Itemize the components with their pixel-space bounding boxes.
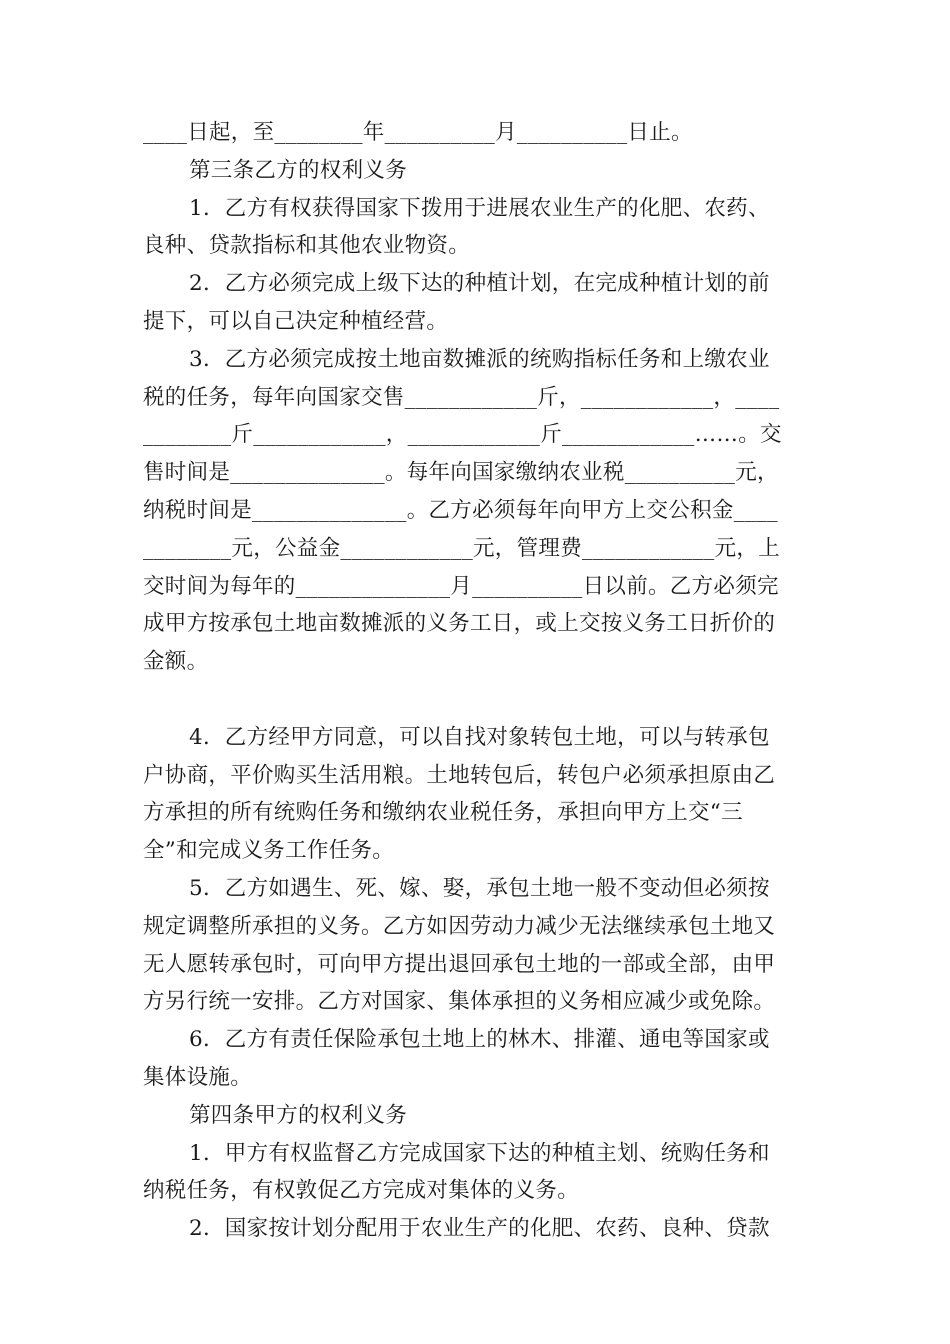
text-line: 全”和完成义务工作任务。 bbox=[143, 838, 395, 864]
text-line: 成甲方按承包土地亩数摊派的义务工日，或上交按义务工日折价的 bbox=[143, 611, 776, 637]
text-line: 1．乙方有权获得国家下拨用于进展农业生产的化肥、农药、 bbox=[189, 195, 770, 221]
text-line: 提下，可以自己决定种植经营。 bbox=[143, 308, 449, 334]
text-line: 2．国家按计划分配用于农业生产的化肥、农药、良种、贷款 bbox=[189, 1216, 770, 1242]
text-line: 无人愿转承包时，可向甲方提出退回承包土地的一部或全部，由甲 bbox=[143, 951, 776, 977]
section-heading: 第三条乙方的权利义务 bbox=[189, 157, 408, 183]
text-line: 户协商，平价购买生活用粮。土地转包后，转包户必须承担原由乙 bbox=[143, 762, 776, 788]
text-line: 规定调整所承担的义务。乙方如因劳动力减少无法继续承包土地又 bbox=[143, 913, 776, 939]
text-line: 方承担的所有统购任务和缴纳农业税任务，承担向甲方上交“三 bbox=[143, 800, 743, 826]
text-line: 纳税时间是______________。乙方必须每年向甲方上交公积金____ bbox=[143, 497, 778, 523]
text-line: 方另行统一安排。乙方对国家、集体承担的义务相应减少或免除。 bbox=[143, 989, 776, 1015]
section-heading: 第四条甲方的权利义务 bbox=[189, 1102, 408, 1128]
text-line: 6．乙方有责任保险承包土地上的林木、排灌、通电等国家或 bbox=[189, 1027, 770, 1053]
text-line: ____日起，至________年__________月__________日止。 bbox=[143, 120, 693, 145]
text-line: 税的任务，每年向国家交售____________斤，____________，____ bbox=[143, 384, 780, 410]
text-line: 集体设施。 bbox=[143, 1064, 253, 1090]
text-line: 纳税任务，有权敦促乙方完成对集体的义务。 bbox=[143, 1178, 580, 1204]
text-line: ________元，公益金____________元，管理费____________元，上 bbox=[143, 535, 781, 561]
contract-text bbox=[143, 114, 807, 1248]
text-line: 良种、贷款指标和其他农业物资。 bbox=[143, 233, 471, 259]
text-line: ________斤____________，____________斤____________……。交 bbox=[143, 422, 782, 448]
text-line: 金额。 bbox=[143, 649, 209, 675]
text-line: 1．甲方有权监督乙方完成国家下达的种植主划、统购任务和 bbox=[189, 1140, 770, 1166]
text-line: 4．乙方经甲方同意，可以自找对象转包土地，可以与转承包 bbox=[189, 724, 770, 750]
text-line: 2．乙方必须完成上级下达的种植计划，在完成种植计划的前 bbox=[189, 271, 770, 297]
text-line: 5．乙方如遇生、死、嫁、娶，承包土地一般不变动但必须按 bbox=[189, 875, 770, 901]
text-line: 售时间是______________。每年向国家缴纳农业税__________元， bbox=[143, 460, 779, 486]
text-line: 交时间为每年的______________月__________日以前。乙方必须完 bbox=[143, 573, 779, 599]
text-line: 3．乙方必须完成按土地亩数摊派的统购指标任务和上缴农业 bbox=[189, 346, 770, 372]
blank-line bbox=[143, 681, 807, 719]
